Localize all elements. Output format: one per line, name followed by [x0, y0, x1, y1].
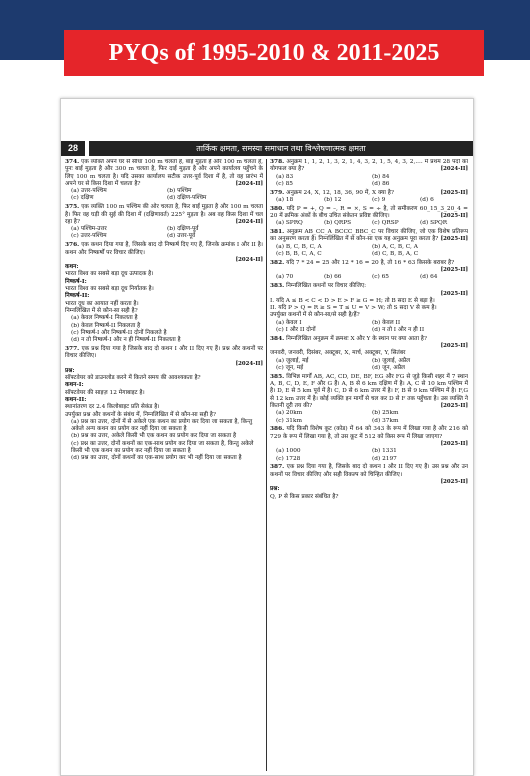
answer-option: (c) 1728 — [276, 455, 301, 462]
answer-options — [270, 358, 468, 373]
question-columns — [65, 159, 469, 771]
question-number: 385. — [270, 373, 287, 380]
answer-option: (a) केवल I — [276, 319, 302, 326]
question-text: 380. यदि P = +, Q = –, R = ×, S = ÷ है, तो समीकरण 60_15_3_20_4 = 20 में क्रमिक अंकों के बीच उचित संकेतन प्रविष्ट कीजिए। [2025-II] — [270, 205, 468, 220]
page-header-title: तार्किक क्षमता, समस्या समाधान तथा विश्लेषणात्मक क्षमता — [89, 141, 473, 156]
question-block — [65, 204, 263, 240]
answer-option: (b) 25km — [372, 410, 399, 417]
question-text: 383. निम्नलिखित कथनों पर विचार कीजिए: — [270, 283, 367, 290]
statement-text: II. यदि P > Q = R ≥ S = T ≤ U = V > W; तो S सदा V से कम है। — [270, 305, 437, 312]
year-tag: [2025-II] — [440, 290, 468, 297]
statement-heading: कथन-II: — [65, 397, 87, 403]
answer-option: (d) 6 — [420, 196, 434, 203]
answer-option: (c) प्रश्न का उत्तर, दोनों कथनों का एक-साथ प्रयोग कर दिया जा सकता है, किन्तु अकेले किसी भी एक कथन का प्रयोग कर नहीं दिया जा सकता है — [71, 440, 254, 455]
statement-text: सॉफ्टवेयर को डाउनलोड करने में कितने समय की आवश्यकता है? — [65, 375, 201, 382]
year-tag: [2024-II] — [235, 360, 263, 367]
question-number: 375. — [65, 204, 82, 211]
statement-text: स्थानांतरण दर 2.4 किलोबाइट प्रति सेकंड है। — [65, 404, 160, 411]
answer-option: (a) 1000 — [276, 448, 301, 455]
statement-heading: निष्कर्ष-I: — [65, 278, 87, 285]
answer-option: (b) प्रश्न का उत्तर, अकेले किसी भी एक कथन का प्रयोग कर दिया जा सकता है — [71, 433, 237, 440]
answer-option: (b) दक्षिण-पूर्व — [167, 226, 199, 233]
answer-options — [270, 174, 468, 189]
year-tag: [2025-II] — [440, 213, 468, 220]
question-text: 387. एक प्रश्न दिया गया है, जिसके बाद दो कथन I और II दिए गए हैं। उस प्रश्न और उन कथनों पर विचार कीजिए और सही विकल्प को चिन्हित कीजिए। — [270, 464, 468, 478]
question-block — [270, 283, 468, 334]
statement-text: I. यदि A ≤ B < C < D > E > F ≥ G = H; तो B सदा E से बड़ा है। — [270, 297, 435, 304]
question-text: 379. अनुक्रम 24, X, 12, 18, 36, 90 में, X क्या है? [2025-II] — [270, 189, 468, 196]
left-column — [65, 159, 263, 771]
answer-option: (c) उत्तर-पश्चिम — [71, 233, 107, 240]
question-number: 381. — [270, 229, 287, 236]
answer-option: (c) QRSP — [372, 220, 399, 227]
question-text: 375. एक व्यक्ति 100 m पश्चिम की ओर चलता है, फिर बाईं मुड़ता है और 100 m चलता है। फिर वह घड़ी की सुई की दिशा में (दक्षिणावर्त) 225° मुड़ता है। अब वह किस दिशा में चल रहा है? [2024-II] — [65, 204, 263, 225]
answer-options — [270, 244, 468, 259]
year-tag: [2025-II] — [440, 236, 468, 243]
question-block — [270, 159, 468, 188]
question-block — [270, 190, 468, 205]
question-text: 378. अनुक्रम 1, 1, 2, 1, 3, 2, 1, 4, 3, 2, 1, 5, 4, 3, 2,.... में प्रथम 28 पदों का योगफल क्या है? [2024-II] — [270, 159, 468, 173]
answer-option: (a) पश्चिम-उत्तर — [71, 226, 107, 233]
answer-option: (b) पश्चिम — [167, 188, 192, 195]
question-block — [270, 206, 468, 228]
answer-option: (b) 84 — [372, 173, 390, 180]
question-block — [65, 242, 263, 344]
statement-text: निम्नलिखित में से कौन-सा सही है? — [65, 307, 138, 314]
statement-text: Q, P से किस प्रकार संबंधित है? — [270, 493, 339, 500]
answer-option: (a) प्रश्न का उत्तर, दोनों में से अकेले एक कथन का प्रयोग कर दिया जा सकता है, किन्तु अकेले अन्य कथन का प्रयोग कर नहीं दिया जा सकता है — [71, 418, 253, 433]
question-block — [270, 229, 468, 258]
statement-text: भारत विश्व का सबसे बड़ा दूध उत्पादक है। — [65, 271, 154, 278]
statement-heading: निष्कर्ष-II: — [65, 293, 90, 300]
statement-heading: प्रश्न: — [65, 367, 75, 374]
answer-option: (c) I और II दोनों — [276, 327, 316, 334]
answer-option: (c) निष्कर्ष-I और निष्कर्ष-II दोनों निकलते है — [71, 329, 167, 336]
answer-options — [270, 274, 468, 281]
answer-option: (d) प्रश्न का उत्तर, दोनों कथनों का एक-साथ प्रयोग कर भी नहीं दिया जा सकता है — [71, 455, 242, 462]
question-text: 374. एक व्यक्ति अपने घर से सीधा 100 m चलता है, बाईं मुड़ता है और 100 m चलता है, पुनः बाईं मुड़ता है और 300 m चलता है, फिर दाईं मुड़ता है और अपने कार्यालय पहुँचने के लिए 100 m चलता है। यदि उसका कार्यालय सटीक उत्तर-पूर्व दिशा में है, तो वह प्रारंभ में अपने घर से किस दिशा में चलता है? [2024-II] — [65, 159, 263, 187]
year-tag: [2025-II] — [440, 267, 468, 274]
answer-options — [65, 188, 263, 203]
answer-option: (b) 12 — [324, 196, 342, 203]
year-tag-row — [270, 291, 468, 298]
statement-heading: कथन-I: — [65, 382, 84, 389]
question-block — [270, 374, 468, 425]
statement-text: भारत दूध का आयात नहीं करता है। — [65, 300, 139, 307]
book-page — [60, 98, 474, 776]
question-number: 380. — [270, 205, 287, 212]
question-block — [270, 336, 468, 372]
year-tag-row — [270, 479, 468, 486]
answer-option: (a) जुलाई, मई — [276, 357, 309, 364]
answer-option: (a) 83 — [276, 173, 294, 180]
answer-options — [270, 197, 468, 204]
statement-text: सॉफ्टवेयर की साइज़ 12 मेगाबाइट है। — [65, 389, 145, 396]
column-divider — [266, 159, 267, 771]
answer-option: (d) दक्षिण-पश्चिम — [167, 195, 207, 202]
question-number: 379. — [270, 189, 287, 196]
answer-option: (b) QRPS — [324, 220, 352, 227]
answer-option: (d) SPQR — [420, 220, 448, 227]
question-text: 381. अनुक्रम AB_CC_A_BCCC_BBC_C पर विचार कीजिए, जो एक विशेष प्रतिरूप का अनुसरण करता है। निम्नलिखित में से कौन-सा एक यह अनुक्रम पूरा करता है? [2025-II] — [270, 229, 468, 243]
statement-text: उपर्युक्त कथनों में से कौन-सा/से सही है/हैं? — [270, 312, 360, 319]
banner-title: PYQs of 1995-2010 & 2011-2025 — [64, 30, 484, 76]
answer-options — [65, 226, 263, 241]
answer-option: (a) केवल निष्कर्ष-I निकलता है — [71, 315, 138, 322]
answer-option: (a) 18 — [276, 196, 294, 203]
question-number: 382. — [270, 259, 287, 266]
question-block — [65, 159, 263, 203]
answer-options — [270, 220, 468, 227]
answer-options — [65, 419, 263, 463]
answer-option: (b) 1331 — [372, 448, 397, 455]
page-number: 28 — [61, 141, 85, 156]
answer-option: (b) केवल II — [372, 319, 401, 326]
answer-option: (d) न तो I और न ही II — [372, 327, 425, 334]
answer-options — [270, 320, 468, 335]
question-text: 382. यदि 7 * 24 = 25 और 12 * 16 = 20 है, तो 16 * 63 किसके बराबर है? [2025-II] — [270, 259, 468, 274]
answer-option: (d) उत्तर-पूर्व — [167, 233, 196, 240]
question-number: 386. — [270, 426, 287, 433]
right-column — [270, 159, 468, 771]
question-number: 387. — [270, 464, 287, 471]
answer-options — [65, 315, 263, 344]
statement-heading: कथन: — [65, 264, 79, 271]
question-text: 384. निम्नलिखित अनुक्रम में क्रमशः X और Y के स्थान पर क्या आता है? — [270, 335, 427, 342]
answer-option: (d) 64 — [420, 274, 438, 281]
year-tag: [2025-II] — [440, 403, 468, 409]
question-number: 384. — [270, 335, 287, 342]
answer-option: (d) जून, अप्रैल — [372, 365, 405, 372]
question-number: 376. — [65, 242, 82, 249]
answer-option: (c) 9 — [372, 196, 386, 203]
question-number: 374. — [65, 159, 82, 165]
answer-options — [270, 448, 468, 463]
answer-option: (a) B, C, B, C, A — [276, 243, 322, 250]
question-text: 376. एक कथन दिया गया है, जिसके बाद दो निष्कर्ष दिए गए हैं, जिनके क्रमांक I और II है। कथन और निष्कर्षों पर विचार कीजिए। — [65, 242, 263, 256]
year-tag: [2024-II] — [235, 256, 263, 263]
answer-option: (c) 31km — [276, 417, 302, 424]
year-tag: [2025-II] — [440, 478, 468, 485]
answer-option: (c) जून, मई — [276, 365, 304, 372]
answer-option: (a) SPRQ — [276, 220, 303, 227]
year-tag: [2024-II] — [235, 218, 263, 225]
year-tag: [2024-II] — [440, 166, 468, 173]
statement-text: जनवरी, जनवरी, दिसंबर, अक्टूबर, X, मार्च, अक्टूबर, Y, सितंबर — [270, 350, 406, 357]
answer-option: (a) उत्तर-पश्चिम — [71, 188, 107, 195]
answer-option: (b) जुलाई, अप्रैल — [372, 357, 410, 364]
question-text: 386. यदि किसी विशेष कूट (कोड) में 64 को 343 के रूप में लिखा गया है और 216 को 729 के रूप में लिखा गया है, तो उस कूट में 512 को किस रूप में लिखा जाएगा? [2025-II] — [270, 426, 468, 447]
statement-text: भारत विश्व का सबसे बड़ा दूध निर्यातक है। — [65, 286, 154, 293]
answer-option: (a) 70 — [276, 274, 294, 281]
answer-option: (b) केवल निष्कर्ष-II निकलता है — [71, 322, 141, 329]
answer-option: (c) दक्षिण — [71, 195, 94, 202]
answer-option: (d) 2197 — [372, 455, 397, 462]
answer-option: (c) B, B, C, A, C — [276, 251, 322, 258]
page-header — [61, 141, 473, 156]
question-block — [270, 426, 468, 462]
year-tag: [2025-II] — [440, 440, 468, 447]
statement-text: उपर्युक्त प्रश्न और कथनों के संबंध में, निम्नलिखित में से कौन-सा सही है? — [65, 411, 216, 418]
year-tag-row — [65, 361, 263, 368]
answer-option: (d) 86 — [372, 180, 390, 187]
answer-option: (b) A, C, B, C, A — [372, 243, 418, 250]
year-tag: [2025-II] — [440, 343, 468, 350]
year-tag: [2025-II] — [440, 189, 468, 196]
question-block — [65, 346, 263, 463]
question-text: 377. एक प्रश्न दिया गया है जिसके बाद दो कथन I और II दिए गए हैं। प्रश्न और कथनों पर विचार कीजिए। — [65, 345, 263, 360]
answer-option: (d) न तो निष्कर्ष-I और न ही निष्कर्ष-II निकलता है — [71, 337, 181, 344]
question-number: 383. — [270, 283, 287, 290]
answer-option: (b) 66 — [324, 274, 342, 281]
answer-option: (d) C, B, B, A, C — [372, 251, 419, 258]
answer-options — [270, 410, 468, 425]
answer-option: (c) 85 — [276, 180, 293, 187]
question-number: 378. — [270, 159, 287, 165]
answer-option: (c) 65 — [372, 274, 389, 281]
year-tag: [2024-II] — [235, 180, 263, 187]
answer-option: (a) 20km — [276, 410, 303, 417]
question-block — [270, 464, 468, 500]
answer-option: (d) 37km — [372, 417, 399, 424]
statement-heading: प्रश्न: — [270, 486, 280, 493]
question-text: 385. विभिन्न मार्गों AB, AC, CD, DE, BF, EG और FG से जुड़े किसी शहर में 7 स्थान A, B, C, D, E, F और G हैं। A, B से 6 km दक्षिण में है। A, C से 10 km पश्चिम में है। D, E से 5 km पूर्व में है। C, D से 6 km उत्तर में है। F, B से 9 km पश्चिम में है। F,G से 12 km उत्तर में है। कोई व्यक्ति इन मार्गों से चल कर D से F तक पहुँचता है। उस व्यक्ति ने कितनी दूरी तय की? [2025-II] — [270, 373, 468, 409]
question-block — [270, 260, 468, 282]
year-tag-row — [65, 257, 263, 264]
question-number: 377. — [65, 345, 82, 352]
